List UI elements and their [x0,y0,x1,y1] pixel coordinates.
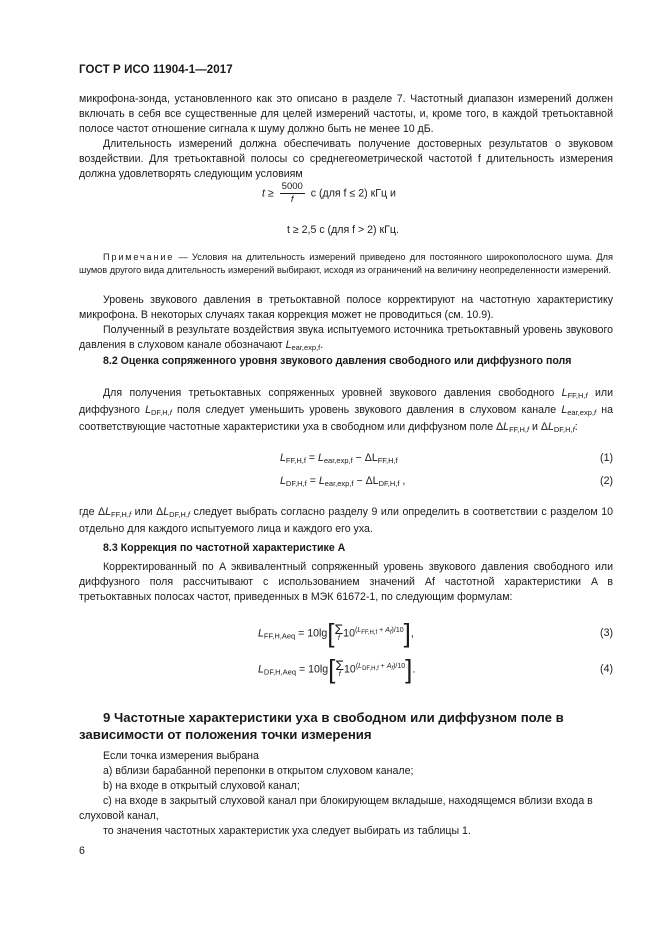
equation-1 [280,452,398,465]
page-number: 6 [79,845,85,857]
eq2-term2-sub: DF,H,f [378,479,400,488]
eq4-sum: Σ f [335,656,345,678]
paragraph-level-symbol: Полученный в результате воздействия звука испытуемого источника третьоктавный уровень звукового давления в слуховом канале обозначают $L_{ear,exp,f}$. [79,324,613,352]
para6-c: следует выбрать согласно разделу 9 или определить в соответствии с разделом 10 отдельно для каждого испытуемого лица и каждого его уха. [79,506,614,535]
equation-2-number: (2) [600,475,613,487]
measurement-point-list [79,749,613,839]
list-outro: то значения частотных характеристик уха следует выбирать из таблицы 1. [103,825,471,837]
paragraph-microphone-correction: Уровень звукового давления в третьоктавной полосе корректируют на частотную характеристику микрофона. В некоторых случаях такая коррекция может не проводиться (см. 10.9). [79,294,613,321]
note-text: — Условия на длительность измерений приведено для постоянного широкополосного шума. Для шумов другого вида длительность измерений выбирают, исходя из ограничений на величину неопределенности измерений. [79,252,613,275]
eq2-lhs-sub: DF,H,f [285,479,307,488]
paragraph-measurement-range: микрофона-зонда, установленного как это описано в разделе 7. Частотный диапазон измерений должен включать в себя все существенные для целей измерений частоты, и, кроме того, в каждой третьоктавной полосе частот отношение сигнала к шуму должно быть не менее 10 дБ. [79,93,613,135]
condition-formula-2: t ≥ 2,5 с (для f > 2) кГц. [287,224,399,236]
para4-subscript: ear,exp,f [291,343,321,352]
para4-text: Полученный в результате воздействия звука испытуемого источника третьоктавный уровень звукового давления в слуховом канале обозначают [79,324,613,351]
equation-4-number: (4) [600,663,613,675]
eq1-term1: L [317,452,324,464]
list-item-a: a) вблизи барабанной перепонки в открытом слуховом канале; [103,765,414,777]
eq1-lhs: L [280,452,286,464]
eq1-lhs-sub: FF,H,f [285,456,306,465]
eq3-mid: = 10lg [295,627,328,640]
eq1-equals: = [305,452,318,464]
cond1-denominator: f [290,194,294,205]
cond1-fraction [280,181,305,206]
eq2-term1: L [318,475,325,487]
note-block [79,251,613,277]
para5-a: Для получения третьоктавных сопряженных уровней звукового давления свободного [103,387,562,399]
condition-formula-1 [262,181,396,206]
eq2-term1-sub: ear,exp,f [324,479,354,488]
list-item-b: b) на входе в открытый слуховой канал; [103,780,300,792]
document-header: ГОСТ Р ИСО 11904-1—2017 [79,64,233,76]
para4-symbol: L [285,339,292,351]
para5-b: или диффузного [79,387,613,416]
eq2-equals: = [306,475,319,487]
para6-b: или [131,506,157,518]
cond1-rhs: с (для f ≤ 2) кГц и [310,187,396,200]
eq1-term2-sub: FF,H,f [377,456,398,465]
eq4-mid: = 10lg [296,663,329,676]
eq2-tail: , [399,475,406,487]
equation-2 [280,475,405,488]
list-intro: Если точка измерения выбрана [103,750,259,762]
equation-3-number: (3) [600,627,613,639]
eq4-lhs-sub: DF,H,Aeq [263,667,297,677]
section-9-title: 9 Частотные характеристики уха в свободном или диффузном поле в зависимости от положения точки измерения [79,710,564,742]
eq1-term1-sub: ear,exp,f [323,456,353,465]
eq3-lhs-sub: FF,H,Aeq [263,631,296,641]
para5-c: поля следует уменьшить уровень звукового давления в слуховом канале [171,404,562,416]
section-8-3-title: 8.3 Коррекция по частотной характеристике A [103,542,346,554]
note-label: Примечание [103,252,175,262]
paragraph-sec83: Корректированный по A эквивалентный сопряженный уровень звукового давления свободного или диффузного поля рассчитывают с использованием значений Af частотной характеристики A в третьоктавных полосах частот, приведенных в МЭК 61672-1, по следующим формулам: [79,561,613,603]
list-item-c: c) на входе в закрытый слуховой канал при блокирующем вкладыше, находящемся вблизи входа в слуховой канал, [79,795,593,822]
equation-3: $L_{FF,H,Aeq} = 10\lg$[ Σ f $10^{(L_{FF,H,f} + A_f)/10}$], [258,618,414,648]
paragraph-duration: Длительность измерений должна обеспечивать получение достоверных результатов о звуковом воздействии. Для третьоктавной полосы со среднегеометрической частотой f длительность измерения должна удовлетворять следующим условиям [79,138,613,180]
para6-a: где [79,506,99,518]
equation-4: $L_{DF,H,Aeq} = 10\lg$[ Σ f $10^{(L_{DF,H,f} + A_f)/10}$]. [258,654,416,684]
cond1-numerator: 5000 [281,181,303,192]
paragraph-sec82: Для получения третьоктавных сопряженных уровней звукового давления свободного $L_{FF,H,f}$ или диффузного $L_{DF,H,f}$ поля следует уменьшить уровень звукового давления в слуховом канале $L_{ear,exp,f}$ на соответствующие частотные характеристики уха в свободном или диффузном поле $\Delta L_{FF,H,f}$ и $\Delta L_{DF,H,f}$: [79,387,614,434]
eq2-minus: − ΔL [353,475,379,487]
eq2-lhs: L [280,475,286,487]
para5-d: на соответствующие частотные характеристики уха в свободном или диффузном поле [79,404,614,433]
eq3-exp-sub: FF,H,f [361,629,378,636]
eq4-exp-sub: DF,H,f [362,665,379,672]
eq3-sum: Σ f [334,620,344,642]
cond1-lhs: t ≥ [262,187,274,200]
paragraph-where: где $\Delta L_{FF,H,f}$ или $\Delta L_{DF,H,f}$ следует выбрать согласно разделу 9 или определить в соответствии с разделом 10 отдельно для каждого испытуемого лица и каждого его уха. [79,506,614,535]
eq1-minus: − ΔL [352,452,378,464]
para5-e: и [529,421,541,433]
section-8-2-title: 8.2 Оценка сопряженного уровня звукового давления свободного или диффузного поля [103,355,572,367]
equation-1-number: (1) [600,452,613,464]
